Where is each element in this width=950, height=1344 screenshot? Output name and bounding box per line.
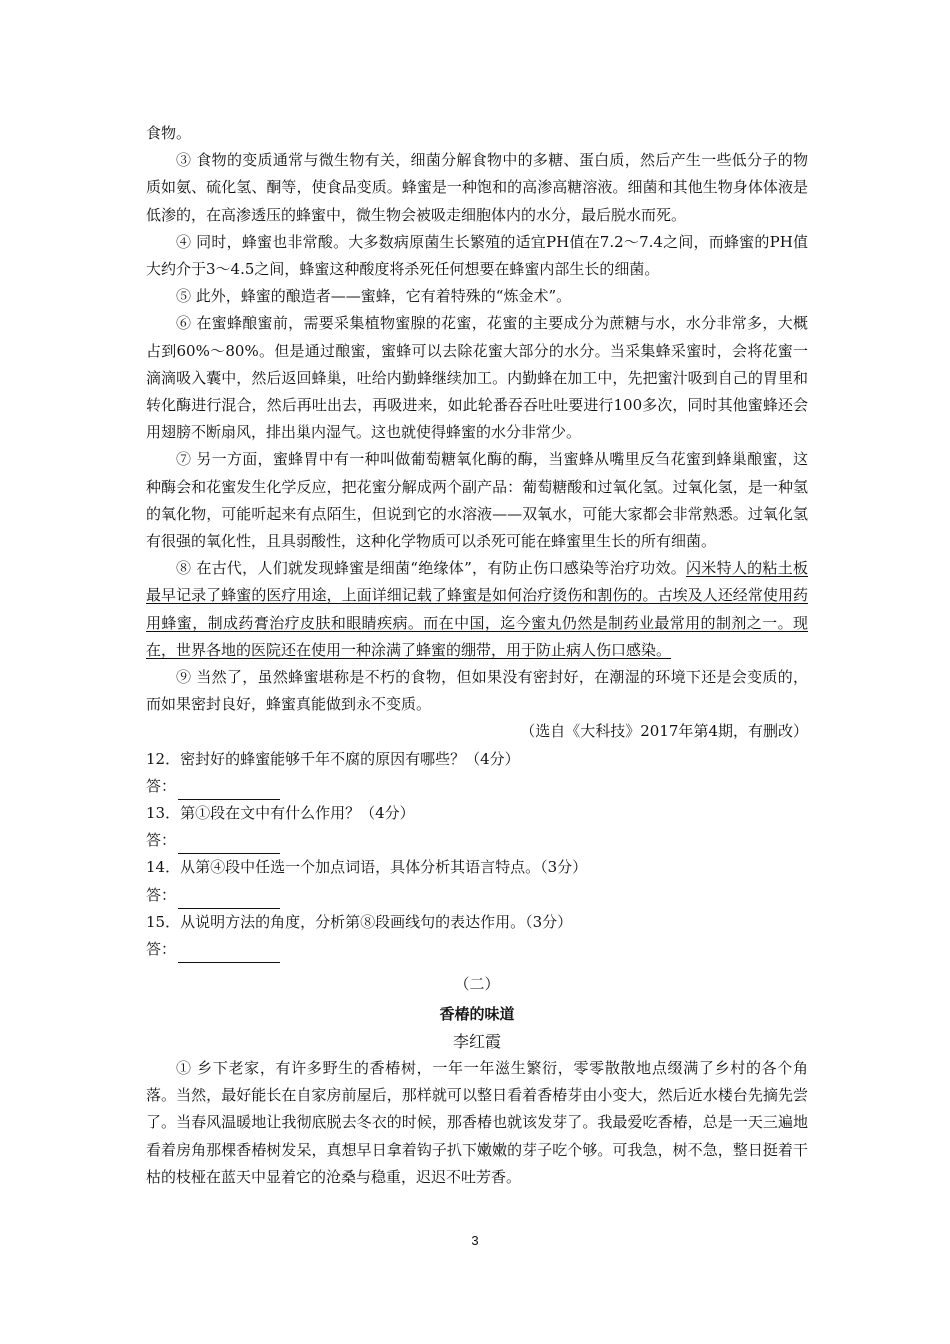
document-content [146,120,808,1191]
paragraph-8-underlined: 闪米特人的粘土板最早记录了蜂蜜的医疗用途，上面详细记载了蜂蜜是如何治疗烫伤和割伤的。古埃及人还经常使用药用蜂蜜，制成药膏治疗皮肤和眼睛疾病。而在中国，迄今蜜丸仍然是制药业最常用的制剂之一。现在，世界各地的医院还在使用一种涂满了蜂蜜的绷带，用于防止病人伤口感染。 [146,559,808,659]
article-title: 香椿的味道 [439,1004,515,1023]
answer-line[interactable] [178,944,280,963]
question-13: 13．第①段在文中有什么作用？（4分） [146,804,415,823]
answer-row-14 [146,882,808,909]
paragraph-6: ⑥ 在蜜蜂酿蜜前，需要采集植物蜜腺的花蜜，花蜜的主要成分为蔗糖与水，水分非常多，大概占到60%～80%。但是通过酿蜜，蜜蜂可以去除花蜜大部分的水分。当采集蜂采蜜时，会将花蜜一滴滴吸入囊中，然后返回蜂巢，吐给内勤蜂继续加工。内勤蜂在加工中，先把蜜汁吸到自己的胃里和转化酶进行混合，然后再吐出去，再吸进来，如此轮番吞吞吐吐要进行100多次，同时其他蜜蜂还会用翅膀不断扇风，排出巢内湿气。这也就使得蜂蜜的水分非常少。 [146,314,808,442]
paragraph-8 [146,555,808,664]
answer-line[interactable] [178,890,280,909]
answer-row-12 [146,773,808,800]
paragraph-7: ⑦ 另一方面，蜜蜂胃中有一种叫做葡萄糖氧化酶的酶，当蜜蜂从嘴里反刍花蜜到蜂巢酿蜜，这种酶会和花蜜发生化学反应，把花蜜分解成两个副产品：葡萄糖酸和过氧化氢。过氧化氢，是一种氢的氧化物，可能听起来有点陌生，但说到它的水溶液——双氧水，可能大家都会非常熟悉。过氧化氢有很强的氧化性，且具弱酸性，这种化学物质可以杀死可能在蜂蜜里生长的所有细菌。 [146,450,808,551]
paragraph-4: ④ 同时，蜂蜜也非常酸。大多数病原菌生长繁殖的适宜PH值在7.2～7.4之间，而蜂蜜的PH值大约介于3～4.5之间，蜂蜜这种酸度将杀死任何想要在蜂蜜内部生长的细菌。 [146,232,808,279]
article-author: 李红霞 [452,1031,501,1051]
answer-label: 答： [146,776,177,795]
question-12: 12．密封好的蜂蜜能够千年不腐的原因有哪些？（4分） [146,749,520,768]
source-citation: （选自《大科技》2017年第4期，有删改） [520,722,808,741]
page-number: 3 [471,1233,479,1248]
paragraph-5: ⑤ 此外，蜂蜜的酿造者——蜜蜂，它有着特殊的“炼金术”。 [176,287,572,306]
answer-label: 答： [146,940,177,959]
section-label: （二） [454,975,500,994]
answer-label: 答： [146,831,177,850]
question-15: 15．从说明方法的角度，分析第⑧段画线句的表达作用。（3分） [146,912,573,931]
question-block [146,746,808,964]
paragraph-3: ③ 食物的变质通常与微生物有关，细菌分解食物中的多糖、蛋白质，然后产生一些低分子的物质如氨、硫化氢、酮等，使食品变质。蜂蜜是一种饱和的高渗高糖溶液。细菌和其他生物身体体液是低渗的，在高渗透压的蜂蜜中，微生物会被吸走细胞体内的水分，最后脱水而死。 [146,151,808,224]
answer-line[interactable] [178,781,280,800]
answer-label: 答： [146,885,177,904]
answer-row-13 [146,827,808,854]
paragraph-9: ⑨ 当然了，虽然蜂蜜堪称是不朽的食物，但如果没有密封好，在潮湿的环境下还是会变质的，而如果密封良好，蜂蜜真能做到永不变质。 [146,668,808,714]
answer-row-15 [146,936,808,963]
question-14: 14．从第④段中任选一个加点词语，具体分析其语言特点。（3分） [146,858,588,877]
article2-paragraph-1: ① 乡下老家，有许多野生的香椿树，一年一年滋生繁衍，零零散散地点缀满了乡村的各个角落。当然，最好能长在自家房前屋后，那样就可以整日看着香椿芽由小变大，然后近水楼台先摘先尝了。当春风温暖地让我彻底脱去冬衣的时候，那香椿也就该发芽了。我最爱吃香椿，总是一天三遍地看着房角那棵香椿树发呆，真想早日拿着钩子扒下嫩嫩的芽子吃个够。可我急，树不急，整日挺着干枯的枝桠在蓝天中显着它的沧桑与稳重，迟迟不吐芳香。 [146,1058,808,1186]
paragraph-8-plain: ⑧ 在古代，人们就发现蜂蜜是细菌“绝缘体”，有防止伤口感染等治疗功效。 [176,559,687,578]
answer-line[interactable] [178,835,280,854]
paragraph-fragment: 食物。 [146,124,192,142]
